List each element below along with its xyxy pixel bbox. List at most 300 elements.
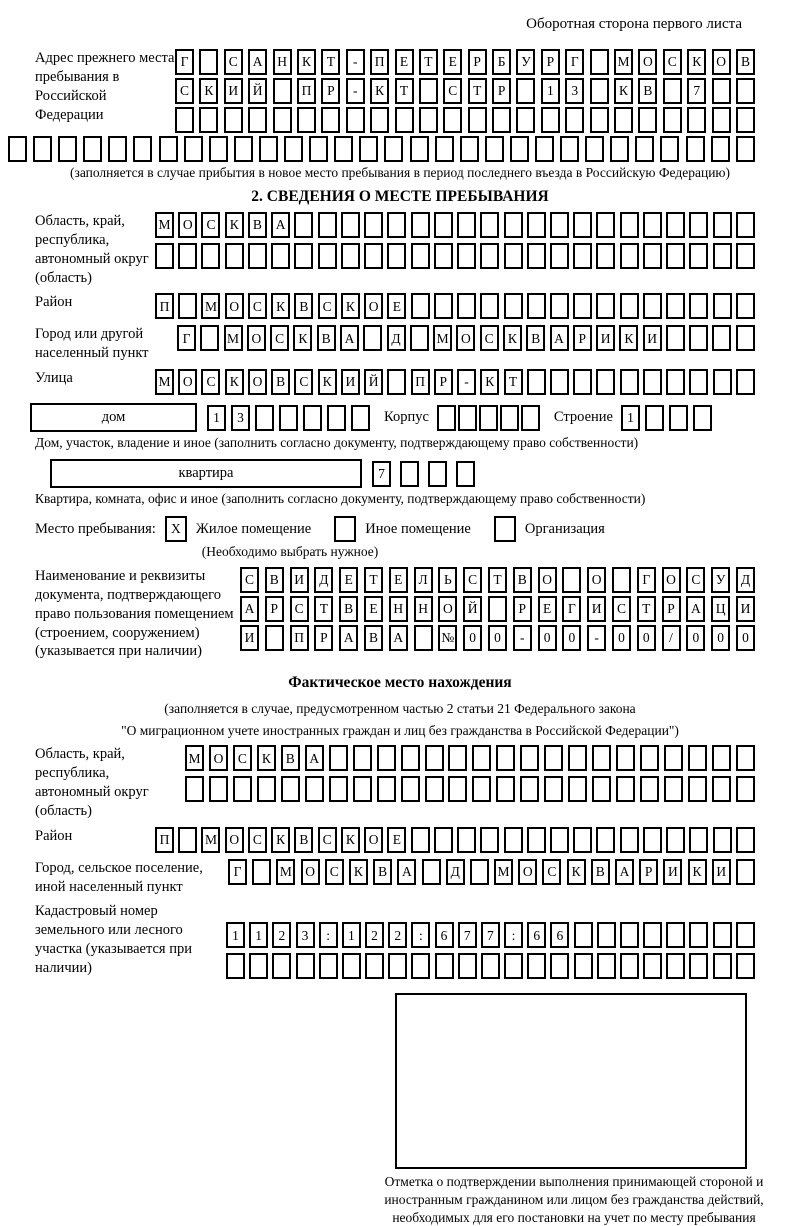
char-box[interactable]: 0 bbox=[538, 625, 557, 651]
char-box[interactable] bbox=[643, 827, 662, 853]
char-box[interactable] bbox=[364, 212, 383, 238]
char-box[interactable] bbox=[410, 325, 429, 351]
char-box[interactable] bbox=[377, 776, 396, 802]
char-box[interactable]: О bbox=[178, 212, 197, 238]
char-box[interactable]: Р bbox=[314, 625, 333, 651]
char-box[interactable] bbox=[353, 776, 372, 802]
char-box[interactable] bbox=[713, 827, 732, 853]
char-box[interactable] bbox=[200, 325, 219, 351]
char-box[interactable] bbox=[309, 136, 328, 162]
char-box[interactable]: Р bbox=[468, 49, 487, 75]
char-box[interactable]: Р bbox=[639, 859, 658, 885]
char-box[interactable]: А bbox=[340, 325, 359, 351]
char-box[interactable]: С bbox=[201, 212, 220, 238]
char-box[interactable] bbox=[226, 953, 245, 979]
char-box[interactable]: 0 bbox=[463, 625, 482, 651]
char-box[interactable] bbox=[596, 369, 615, 395]
char-box[interactable] bbox=[457, 212, 476, 238]
char-box[interactable]: Е bbox=[395, 49, 414, 75]
char-box[interactable] bbox=[643, 369, 662, 395]
char-box[interactable]: С bbox=[224, 49, 243, 75]
char-box[interactable]: К bbox=[293, 325, 312, 351]
char-box[interactable] bbox=[272, 953, 291, 979]
char-box[interactable] bbox=[666, 212, 685, 238]
char-box[interactable] bbox=[346, 107, 365, 133]
char-box[interactable]: С bbox=[612, 596, 631, 622]
char-box[interactable] bbox=[209, 136, 228, 162]
char-box[interactable]: К bbox=[370, 78, 389, 104]
char-box[interactable] bbox=[565, 107, 584, 133]
char-box[interactable] bbox=[414, 625, 433, 651]
char-box[interactable]: 2 bbox=[365, 922, 384, 948]
char-box[interactable]: В bbox=[638, 78, 657, 104]
char-box[interactable] bbox=[296, 953, 315, 979]
char-box[interactable] bbox=[689, 243, 708, 269]
char-box[interactable] bbox=[434, 293, 453, 319]
char-box[interactable]: С bbox=[318, 293, 337, 319]
char-box[interactable]: Р bbox=[321, 78, 340, 104]
char-box[interactable] bbox=[736, 107, 755, 133]
char-box[interactable]: Б bbox=[492, 49, 511, 75]
char-box[interactable] bbox=[686, 136, 705, 162]
char-box[interactable] bbox=[664, 745, 683, 771]
char-box[interactable]: И bbox=[224, 78, 243, 104]
char-box[interactable] bbox=[496, 776, 515, 802]
char-box[interactable] bbox=[736, 953, 755, 979]
char-box[interactable] bbox=[435, 136, 454, 162]
char-box[interactable] bbox=[689, 369, 708, 395]
char-box[interactable] bbox=[480, 243, 499, 269]
char-box[interactable] bbox=[456, 461, 475, 487]
char-box[interactable] bbox=[712, 745, 731, 771]
char-box[interactable] bbox=[666, 293, 685, 319]
char-box[interactable] bbox=[201, 243, 220, 269]
char-box[interactable] bbox=[437, 405, 456, 431]
char-box[interactable]: Т bbox=[488, 567, 507, 593]
char-box[interactable]: В bbox=[265, 567, 284, 593]
char-box[interactable] bbox=[359, 136, 378, 162]
char-box[interactable] bbox=[643, 293, 662, 319]
char-box[interactable] bbox=[504, 293, 523, 319]
char-box[interactable] bbox=[225, 243, 244, 269]
char-box[interactable] bbox=[178, 243, 197, 269]
char-box[interactable]: Е bbox=[443, 49, 462, 75]
char-box[interactable]: Т bbox=[321, 49, 340, 75]
char-box[interactable]: В bbox=[294, 293, 313, 319]
char-box[interactable] bbox=[689, 953, 708, 979]
char-box[interactable]: 2 bbox=[272, 922, 291, 948]
char-box[interactable] bbox=[434, 827, 453, 853]
char-box[interactable]: Т bbox=[314, 596, 333, 622]
char-box[interactable]: В bbox=[591, 859, 610, 885]
char-box[interactable]: П bbox=[155, 293, 174, 319]
char-box[interactable]: Д bbox=[446, 859, 465, 885]
char-box[interactable] bbox=[457, 827, 476, 853]
char-box[interactable] bbox=[574, 922, 593, 948]
char-box[interactable] bbox=[365, 953, 384, 979]
char-box[interactable] bbox=[516, 107, 535, 133]
char-box[interactable] bbox=[736, 859, 755, 885]
char-box[interactable] bbox=[688, 776, 707, 802]
char-box[interactable] bbox=[294, 212, 313, 238]
char-box[interactable] bbox=[635, 136, 654, 162]
char-box[interactable] bbox=[33, 136, 52, 162]
char-box[interactable] bbox=[318, 243, 337, 269]
char-box[interactable] bbox=[620, 922, 639, 948]
char-box[interactable] bbox=[387, 369, 406, 395]
char-box[interactable]: М bbox=[201, 293, 220, 319]
char-box[interactable]: Е bbox=[387, 293, 406, 319]
char-box[interactable] bbox=[643, 953, 662, 979]
char-box[interactable] bbox=[521, 405, 540, 431]
char-box[interactable]: Д bbox=[387, 325, 406, 351]
char-box[interactable]: В bbox=[248, 212, 267, 238]
char-box[interactable] bbox=[388, 953, 407, 979]
char-box[interactable] bbox=[527, 243, 546, 269]
char-box[interactable] bbox=[458, 953, 477, 979]
char-box[interactable]: : bbox=[319, 922, 338, 948]
char-box[interactable] bbox=[660, 136, 679, 162]
char-box[interactable]: К bbox=[318, 369, 337, 395]
char-box[interactable]: Т bbox=[364, 567, 383, 593]
char-box[interactable]: Г bbox=[228, 859, 247, 885]
char-box[interactable]: К bbox=[567, 859, 586, 885]
char-box[interactable]: С bbox=[175, 78, 194, 104]
char-box[interactable]: 0 bbox=[612, 625, 631, 651]
char-box[interactable] bbox=[527, 212, 546, 238]
char-box[interactable] bbox=[643, 243, 662, 269]
char-box[interactable]: 6 bbox=[435, 922, 454, 948]
char-box[interactable]: К bbox=[614, 78, 633, 104]
char-box[interactable]: - bbox=[346, 78, 365, 104]
char-box[interactable] bbox=[209, 776, 228, 802]
char-box[interactable] bbox=[271, 243, 290, 269]
char-box[interactable]: О bbox=[301, 859, 320, 885]
char-box[interactable] bbox=[640, 776, 659, 802]
char-box[interactable]: 1 bbox=[621, 405, 640, 431]
char-box[interactable] bbox=[664, 776, 683, 802]
char-box[interactable] bbox=[643, 212, 662, 238]
char-box[interactable]: И bbox=[341, 369, 360, 395]
char-box[interactable] bbox=[713, 293, 732, 319]
char-box[interactable] bbox=[233, 776, 252, 802]
char-box[interactable]: А bbox=[271, 212, 290, 238]
char-box[interactable] bbox=[255, 405, 274, 431]
char-box[interactable] bbox=[353, 745, 372, 771]
char-box[interactable]: Н bbox=[414, 596, 433, 622]
char-box[interactable]: О bbox=[225, 827, 244, 853]
char-box[interactable] bbox=[480, 293, 499, 319]
char-box[interactable]: С bbox=[542, 859, 561, 885]
char-box[interactable] bbox=[713, 953, 732, 979]
char-box[interactable]: М bbox=[614, 49, 633, 75]
char-box[interactable]: С bbox=[325, 859, 344, 885]
char-box[interactable]: К bbox=[271, 827, 290, 853]
char-box[interactable]: Т bbox=[637, 596, 656, 622]
char-box[interactable] bbox=[736, 212, 755, 238]
char-box[interactable]: С bbox=[248, 293, 267, 319]
char-box[interactable] bbox=[616, 745, 635, 771]
char-box[interactable] bbox=[666, 325, 685, 351]
char-box[interactable] bbox=[592, 745, 611, 771]
char-box[interactable] bbox=[643, 922, 662, 948]
char-box[interactable]: 7 bbox=[687, 78, 706, 104]
char-box[interactable] bbox=[185, 776, 204, 802]
char-box[interactable]: Т bbox=[419, 49, 438, 75]
char-box[interactable]: Т bbox=[395, 78, 414, 104]
char-box[interactable] bbox=[550, 369, 569, 395]
char-box[interactable] bbox=[443, 107, 462, 133]
char-box[interactable] bbox=[457, 243, 476, 269]
char-box[interactable]: И bbox=[290, 567, 309, 593]
char-box[interactable]: К bbox=[687, 49, 706, 75]
char-box[interactable] bbox=[550, 212, 569, 238]
char-box[interactable] bbox=[669, 405, 688, 431]
char-box[interactable]: Н bbox=[389, 596, 408, 622]
char-box[interactable] bbox=[297, 107, 316, 133]
char-box[interactable] bbox=[425, 776, 444, 802]
char-box[interactable] bbox=[422, 859, 441, 885]
char-box[interactable] bbox=[281, 776, 300, 802]
char-box[interactable] bbox=[479, 405, 498, 431]
char-box[interactable]: 1 bbox=[249, 922, 268, 948]
char-box[interactable] bbox=[305, 776, 324, 802]
char-box[interactable] bbox=[560, 136, 579, 162]
char-box[interactable] bbox=[384, 136, 403, 162]
char-box[interactable] bbox=[614, 107, 633, 133]
char-box[interactable] bbox=[550, 953, 569, 979]
char-box[interactable]: / bbox=[662, 625, 681, 651]
char-box[interactable] bbox=[411, 243, 430, 269]
char-box[interactable]: 7 bbox=[372, 461, 391, 487]
char-box[interactable] bbox=[573, 212, 592, 238]
char-box[interactable]: И bbox=[643, 325, 662, 351]
char-box[interactable]: Р bbox=[492, 78, 511, 104]
char-box[interactable]: М bbox=[494, 859, 513, 885]
char-box[interactable]: 3 bbox=[565, 78, 584, 104]
stay-type-checkbox-residential[interactable]: X bbox=[165, 516, 187, 542]
char-box[interactable] bbox=[224, 107, 243, 133]
char-box[interactable] bbox=[596, 243, 615, 269]
char-box[interactable]: К bbox=[480, 369, 499, 395]
char-box[interactable]: В bbox=[373, 859, 392, 885]
char-box[interactable] bbox=[712, 776, 731, 802]
char-box[interactable]: К bbox=[619, 325, 638, 351]
char-box[interactable]: Е bbox=[387, 827, 406, 853]
char-box[interactable]: В bbox=[281, 745, 300, 771]
char-box[interactable]: 1 bbox=[207, 405, 226, 431]
char-box[interactable]: 0 bbox=[736, 625, 755, 651]
char-box[interactable] bbox=[573, 827, 592, 853]
char-box[interactable]: 1 bbox=[226, 922, 245, 948]
char-box[interactable] bbox=[689, 922, 708, 948]
char-box[interactable] bbox=[687, 107, 706, 133]
char-box[interactable] bbox=[401, 745, 420, 771]
char-box[interactable]: У bbox=[711, 567, 730, 593]
char-box[interactable]: С bbox=[294, 369, 313, 395]
char-box[interactable]: - bbox=[587, 625, 606, 651]
char-box[interactable] bbox=[458, 405, 477, 431]
char-box[interactable]: П bbox=[411, 369, 430, 395]
char-box[interactable] bbox=[401, 776, 420, 802]
char-box[interactable] bbox=[341, 243, 360, 269]
char-box[interactable] bbox=[666, 243, 685, 269]
char-box[interactable] bbox=[448, 745, 467, 771]
char-box[interactable] bbox=[492, 107, 511, 133]
char-box[interactable] bbox=[58, 136, 77, 162]
char-box[interactable] bbox=[610, 136, 629, 162]
char-box[interactable] bbox=[284, 136, 303, 162]
char-box[interactable]: Й bbox=[248, 78, 267, 104]
char-box[interactable]: Р bbox=[541, 49, 560, 75]
char-box[interactable]: И bbox=[736, 596, 755, 622]
char-box[interactable] bbox=[596, 827, 615, 853]
char-box[interactable] bbox=[485, 136, 504, 162]
char-box[interactable] bbox=[568, 745, 587, 771]
char-box[interactable]: К bbox=[688, 859, 707, 885]
char-box[interactable] bbox=[520, 745, 539, 771]
char-box[interactable]: Г bbox=[637, 567, 656, 593]
char-box[interactable] bbox=[377, 745, 396, 771]
char-box[interactable]: М bbox=[185, 745, 204, 771]
char-box[interactable] bbox=[689, 827, 708, 853]
char-box[interactable]: О bbox=[209, 745, 228, 771]
char-box[interactable] bbox=[294, 243, 313, 269]
char-box[interactable]: П bbox=[297, 78, 316, 104]
char-box[interactable]: У bbox=[516, 49, 535, 75]
char-box[interactable]: К bbox=[257, 745, 276, 771]
char-box[interactable] bbox=[711, 136, 730, 162]
char-box[interactable]: Т bbox=[468, 78, 487, 104]
char-box[interactable] bbox=[504, 212, 523, 238]
char-box[interactable]: С bbox=[480, 325, 499, 351]
char-box[interactable]: В bbox=[736, 49, 755, 75]
char-box[interactable] bbox=[425, 745, 444, 771]
char-box[interactable] bbox=[688, 745, 707, 771]
char-box[interactable] bbox=[472, 745, 491, 771]
char-box[interactable]: 0 bbox=[488, 625, 507, 651]
char-box[interactable]: А bbox=[339, 625, 358, 651]
char-box[interactable]: В bbox=[526, 325, 545, 351]
char-box[interactable] bbox=[83, 136, 102, 162]
char-box[interactable]: С bbox=[663, 49, 682, 75]
char-box[interactable]: В bbox=[294, 827, 313, 853]
char-box[interactable]: Л bbox=[414, 567, 433, 593]
char-box[interactable] bbox=[736, 78, 755, 104]
char-box[interactable]: К bbox=[297, 49, 316, 75]
char-box[interactable] bbox=[411, 293, 430, 319]
char-box[interactable]: Г bbox=[177, 325, 196, 351]
char-box[interactable]: О bbox=[456, 325, 475, 351]
char-box[interactable] bbox=[434, 243, 453, 269]
char-box[interactable]: Й bbox=[364, 369, 383, 395]
char-box[interactable] bbox=[504, 953, 523, 979]
char-box[interactable]: К bbox=[503, 325, 522, 351]
char-box[interactable] bbox=[590, 107, 609, 133]
char-box[interactable]: Р bbox=[513, 596, 532, 622]
char-box[interactable] bbox=[736, 369, 755, 395]
stay-type-checkbox-organization[interactable] bbox=[494, 516, 516, 542]
char-box[interactable] bbox=[712, 78, 731, 104]
char-box[interactable] bbox=[460, 136, 479, 162]
char-box[interactable]: О bbox=[638, 49, 657, 75]
char-box[interactable] bbox=[663, 78, 682, 104]
char-box[interactable] bbox=[178, 293, 197, 319]
char-box[interactable]: П bbox=[370, 49, 389, 75]
char-box[interactable]: Е bbox=[339, 567, 358, 593]
char-box[interactable] bbox=[620, 293, 639, 319]
char-box[interactable] bbox=[527, 293, 546, 319]
char-box[interactable]: А bbox=[397, 859, 416, 885]
char-box[interactable] bbox=[592, 776, 611, 802]
char-box[interactable] bbox=[351, 405, 370, 431]
char-box[interactable]: О bbox=[538, 567, 557, 593]
char-box[interactable]: И bbox=[663, 859, 682, 885]
char-box[interactable] bbox=[666, 369, 685, 395]
char-box[interactable] bbox=[510, 136, 529, 162]
char-box[interactable]: 7 bbox=[458, 922, 477, 948]
char-box[interactable] bbox=[516, 78, 535, 104]
char-box[interactable]: М bbox=[433, 325, 452, 351]
char-box[interactable] bbox=[199, 107, 218, 133]
char-box[interactable] bbox=[736, 922, 755, 948]
char-box[interactable] bbox=[364, 243, 383, 269]
char-box[interactable]: А bbox=[248, 49, 267, 75]
char-box[interactable] bbox=[620, 953, 639, 979]
char-box[interactable]: Р bbox=[573, 325, 592, 351]
char-box[interactable]: Ц bbox=[711, 596, 730, 622]
char-box[interactable] bbox=[562, 567, 581, 593]
char-box[interactable]: К bbox=[341, 827, 360, 853]
char-box[interactable] bbox=[480, 827, 499, 853]
char-box[interactable]: Г bbox=[562, 596, 581, 622]
char-box[interactable]: 6 bbox=[550, 922, 569, 948]
char-box[interactable] bbox=[252, 859, 271, 885]
char-box[interactable]: В bbox=[364, 625, 383, 651]
char-box[interactable]: О bbox=[518, 859, 537, 885]
char-box[interactable] bbox=[736, 136, 755, 162]
char-box[interactable] bbox=[428, 461, 447, 487]
char-box[interactable] bbox=[411, 212, 430, 238]
char-box[interactable] bbox=[184, 136, 203, 162]
char-box[interactable] bbox=[620, 212, 639, 238]
char-box[interactable]: Н bbox=[273, 49, 292, 75]
char-box[interactable]: М bbox=[155, 212, 174, 238]
char-box[interactable] bbox=[620, 369, 639, 395]
char-box[interactable] bbox=[321, 107, 340, 133]
char-box[interactable] bbox=[713, 369, 732, 395]
char-box[interactable] bbox=[248, 107, 267, 133]
char-box[interactable] bbox=[573, 293, 592, 319]
char-box[interactable]: Ь bbox=[438, 567, 457, 593]
char-box[interactable] bbox=[470, 859, 489, 885]
char-box[interactable]: № bbox=[438, 625, 457, 651]
char-box[interactable] bbox=[616, 776, 635, 802]
stay-type-checkbox-other[interactable] bbox=[334, 516, 356, 542]
char-box[interactable] bbox=[736, 325, 755, 351]
char-box[interactable]: С bbox=[233, 745, 252, 771]
char-box[interactable] bbox=[411, 827, 430, 853]
char-box[interactable] bbox=[693, 405, 712, 431]
char-box[interactable]: С bbox=[443, 78, 462, 104]
char-box[interactable] bbox=[597, 953, 616, 979]
char-box[interactable]: А bbox=[389, 625, 408, 651]
char-box[interactable] bbox=[520, 776, 539, 802]
char-box[interactable] bbox=[527, 953, 546, 979]
char-box[interactable]: О bbox=[225, 293, 244, 319]
char-box[interactable]: И bbox=[596, 325, 615, 351]
char-box[interactable]: М bbox=[224, 325, 243, 351]
